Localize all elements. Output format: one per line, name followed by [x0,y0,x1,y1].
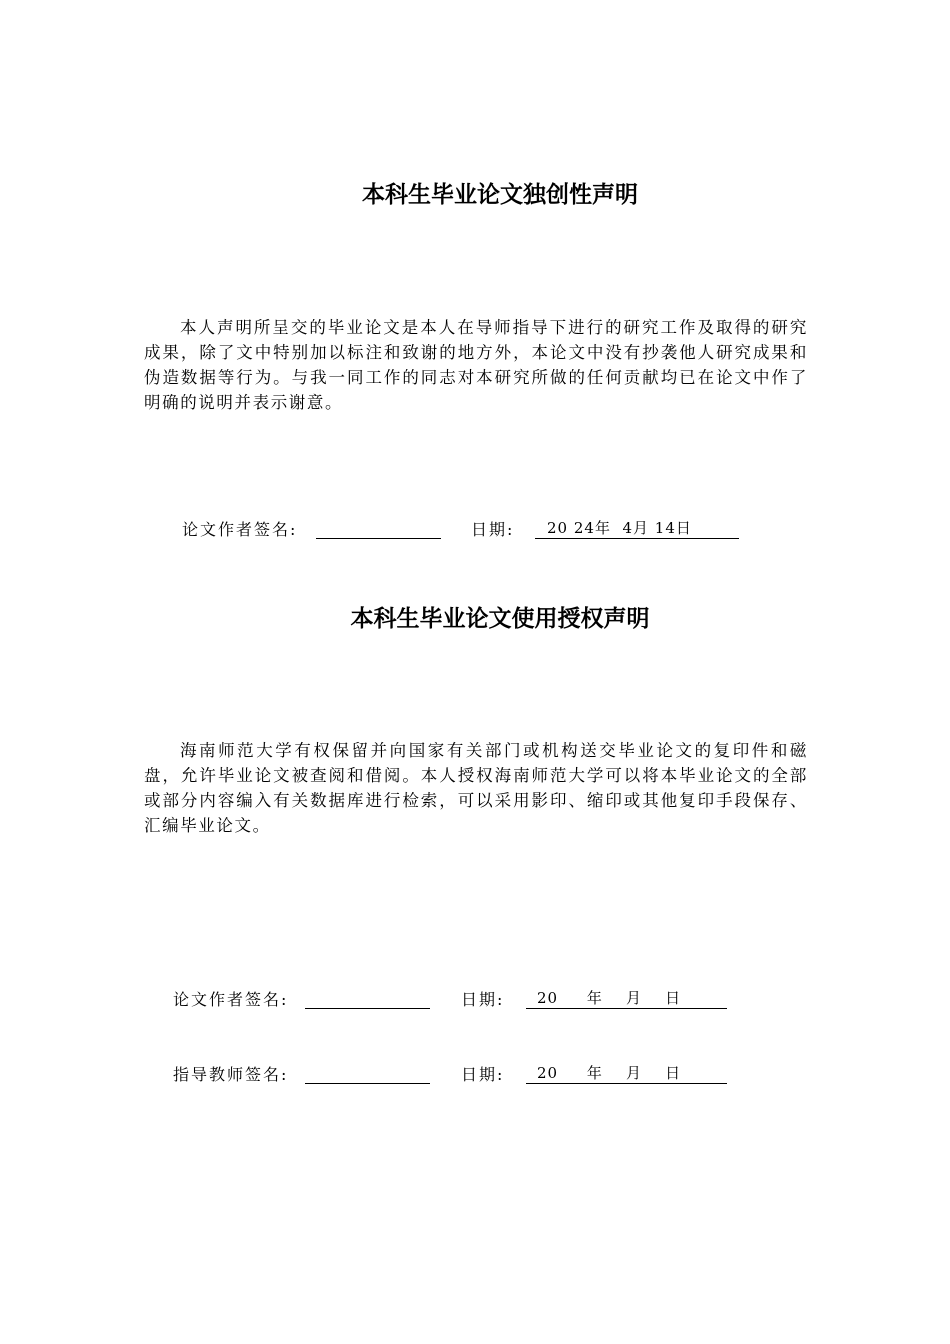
date-field[interactable] [535,518,739,539]
author-signature-field-2[interactable] [305,988,430,1009]
advisor-signature-field[interactable] [305,1063,430,1084]
authorization-declaration-body: 海南师范大学有权保留并向国家有关部门或机构送交毕业论文的复印件和磁盘，允许毕业论文被查阅和借阅。本人授权海南师范大学可以将本毕业论文的全部或部分内容编入有关数据库进行检索，可以采用影印、缩印或其他复印手段保存、汇编毕业论文。 [144,741,808,835]
originality-declaration-title: 本科生毕业论文独创性声明 [362,182,638,208]
author-signature-label: 论文作者签名: [182,520,298,539]
advisor-date-value: 20 年 月 日 [537,1064,682,1082]
author-date-label: 日期: [461,990,505,1009]
advisor-date-label: 日期: [461,1065,505,1084]
advisor-signature-label: 指导教师签名: [173,1065,289,1084]
date-value: 20 24年 4月 14日 [547,519,692,537]
originality-declaration-body: 本人声明所呈交的毕业论文是本人在导师指导下进行的研究工作及取得的研究成果，除了文中特别加以标注和致谢的地方外，本论文中没有抄袭他人研究成果和伪造数据等行为。与我一同工作的同志对本研究所做的任何贡献均已在论文中作了明确的说明并表示谢意。 [144,318,808,412]
author-signature-field[interactable] [316,518,441,539]
author-signature-label-2: 论文作者签名: [173,990,289,1009]
author-date-field[interactable] [526,988,727,1009]
author-date-value: 20 年 月 日 [537,989,682,1007]
advisor-date-field[interactable] [526,1063,727,1084]
authorization-declaration-title: 本科生毕业论文使用授权声明 [350,606,650,632]
date-label: 日期: [471,520,515,539]
